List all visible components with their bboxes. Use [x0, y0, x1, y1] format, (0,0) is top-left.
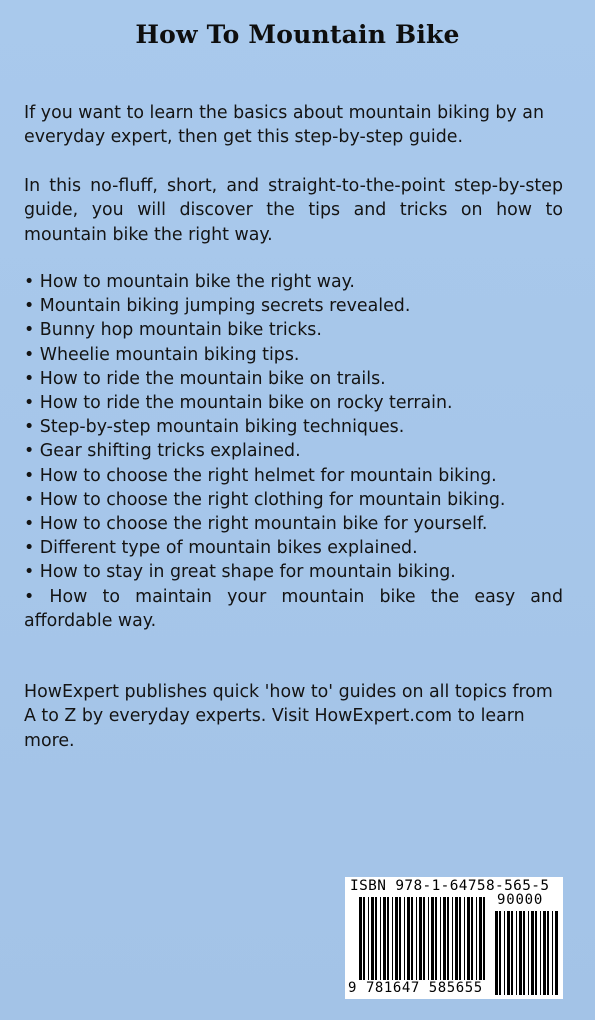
book-title: How To Mountain Bike	[135, 20, 460, 49]
bullet-item: • How to ride the mountain bike on trails.	[24, 368, 386, 389]
barcode-bar	[387, 897, 389, 980]
barcode-bar	[511, 911, 513, 995]
barcode-bar	[464, 897, 465, 980]
barcode-bar	[452, 897, 453, 980]
barcode-bar	[375, 897, 377, 980]
barcode-bar	[535, 911, 537, 995]
barcode-bar	[440, 897, 441, 980]
bullet-item: • Step-by-step mountain biking techniques.	[24, 417, 405, 438]
barcode-bar	[407, 897, 410, 980]
barcode-bar	[540, 911, 541, 995]
barcode-bar	[359, 897, 362, 980]
barcode-bar	[411, 897, 413, 980]
barcode-bar	[455, 897, 458, 980]
barcode-bar	[399, 897, 401, 980]
barcode-bar	[380, 897, 381, 980]
bullet-item: • How to maintain your mountain bike the easy and affordable way.	[24, 586, 563, 631]
intro-paragraph: If you want to learn the basics about mountain biking by an everyday expert, then get this step-by-step guide.	[24, 103, 544, 148]
topic-bullet-list	[24, 270, 563, 633]
publisher-paragraph: HowExpert publishes quick 'how to' guides on all topics from A to Z by everyday experts. Visit HowExpert.com to learn more.	[24, 682, 553, 751]
bullet-item: • Different type of mountain bikes explained.	[24, 538, 418, 559]
barcode-bar	[395, 897, 398, 980]
barcode-bar	[368, 897, 369, 980]
bullet-item: • How to choose the right mountain bike for yourself.	[24, 514, 488, 535]
bullet-item: • How to stay in great shape for mountain biking.	[24, 562, 456, 583]
barcode-bar	[531, 911, 534, 995]
bullet-item: • Mountain biking jumping secrets revealed.	[24, 296, 411, 317]
barcode-bar	[552, 911, 553, 995]
bullet-item: • Bunny hop mountain bike tricks.	[24, 320, 322, 341]
bullet-item: • How to choose the right helmet for mountain biking.	[24, 465, 497, 486]
bullet-item: • How to mountain bike the right way.	[24, 272, 355, 292]
barcode-bar	[443, 897, 446, 980]
barcode-bar	[547, 911, 549, 995]
barcode-bar	[516, 911, 517, 995]
barcode-bar	[467, 897, 470, 980]
barcode-bar	[431, 897, 434, 980]
barcode-bar	[519, 911, 522, 995]
bullet-item: • Gear shifting tricks explained.	[24, 441, 301, 462]
bullet-item: • How to ride the mountain bike on rocky terrain.	[24, 393, 453, 414]
barcode-bar	[471, 897, 473, 980]
barcode-bar	[392, 897, 393, 980]
barcode-bar	[476, 897, 477, 980]
barcode-bar	[416, 897, 417, 980]
barcode-bar	[528, 911, 529, 995]
barcode-bar	[383, 897, 386, 980]
ean-number: 9 781647 585655	[348, 980, 483, 996]
isbn-number: ISBN 978-1-64758-565-5	[350, 878, 550, 894]
barcode-bar	[504, 911, 505, 995]
barcode-bar	[507, 911, 510, 995]
barcode-bar	[543, 911, 546, 995]
barcode-bar	[459, 897, 461, 980]
barcode-bar	[447, 897, 449, 980]
barcode-bar	[371, 897, 374, 980]
barcode-bar	[404, 897, 405, 980]
barcode-bar	[423, 897, 425, 980]
barcode-bar	[428, 897, 429, 980]
discover-paragraph: In this no-fluff, short, and straight-to-the-point step-by-step guide, you will discover the tips and tricks on how to mountain bike the right way.	[24, 176, 563, 245]
barcode-bar	[479, 897, 482, 980]
bullet-item: • How to choose the right clothing for mountain biking.	[24, 489, 506, 510]
barcode-bar	[483, 897, 485, 980]
barcode-bar	[419, 897, 422, 980]
price-code: 90000	[497, 892, 544, 908]
isbn-barcode	[345, 877, 563, 999]
barcode-bar	[523, 911, 525, 995]
barcode-bar	[555, 911, 558, 995]
barcode-bar	[363, 897, 365, 980]
barcode-bar	[495, 911, 498, 995]
barcode-bar	[435, 897, 437, 980]
bullet-item: • Wheelie mountain biking tips.	[24, 344, 300, 365]
barcode-bar	[499, 911, 501, 995]
